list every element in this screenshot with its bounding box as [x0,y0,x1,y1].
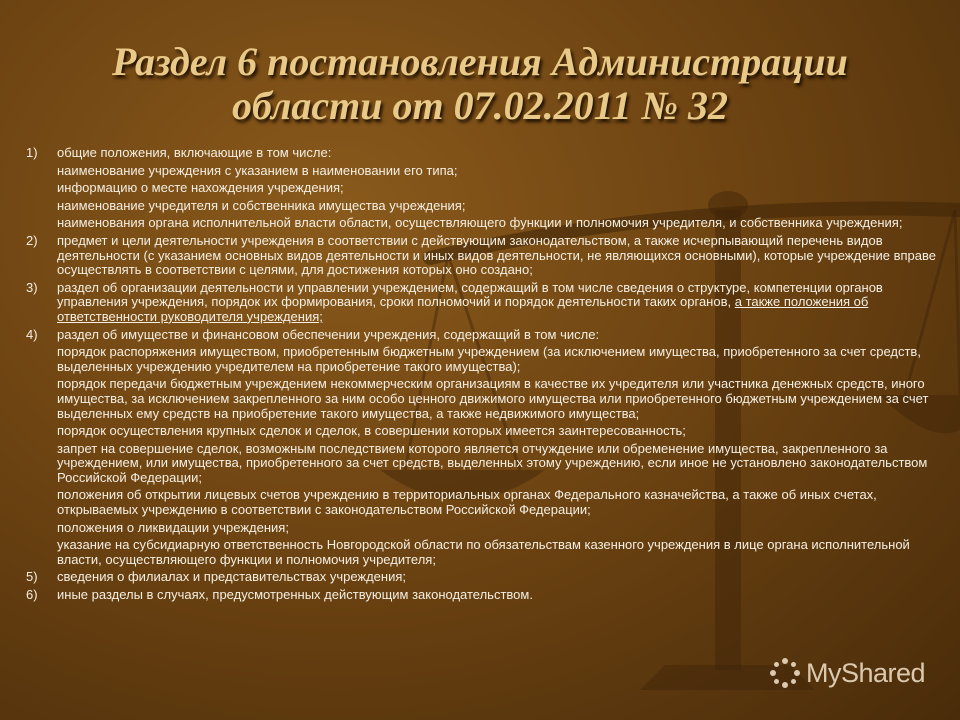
item-text: предмет и цели деятельности учреждения в соответствии с действующим законодательством, а также исчерпывающий перечень видов деятельности (с указанием основных видов деятельности и иных видов деятельности, не являющихся основными), которые учреждение вправе осуществлять в соответствии с целями, для достижения которых оно создано; [57,232,936,278]
item-text: сведения о филиалах и представительствах учреждения; [57,569,407,585]
item-number: 6) [26,587,38,603]
item-text-underlined: а также положения об ответственности руководителя учреждения; [57,294,869,324]
sub-item: положения о ликвидации учреждения; [57,519,289,535]
myshared-watermark[interactable] [768,656,925,690]
title-line-2: области от 07.02.2011 № 32 [231,83,729,128]
list-item-2 [26,234,938,278]
list-item-1 [26,146,938,161]
item-text: иные разделы в случаях, предусмотренных действующим законодательством. [57,587,533,603]
title-line-1: Раздел 6 постановления Администрации [112,39,848,84]
item-number: 1) [26,145,38,160]
content-list [26,146,938,606]
sub-item: порядок осуществления крупных сделок и сделок, в совершении которых имеется заинтересованность; [57,423,686,439]
item-number: 2) [26,232,38,248]
sub-item: наименование учреждения с указанием в наименовании его типа; [57,162,458,178]
sub-item: порядок передачи бюджетным учреждением некоммерческим организациям в качестве их учредителя или участника денежных средств, иного имущества, за исключением закрепленного за ним особо ценного движимого имущества или приобретенного бюджетным учреждением за счет выделенных ему средств на приобретение такого имущества, а также недвижимого имущества; [57,376,929,421]
watermark-text: MyShared [806,657,926,688]
sub-item: наименования органа исполнительной власти области, осуществляющего функции и полномочия учредителя, и собственника учреждения; [57,215,903,231]
sub-item: наименование учредителя и собственника имущества учреждения; [57,197,466,213]
sub-item: положения об открытии лицевых счетов учреждению в территориальных органах Федерального казначейства, а также об иных счетах, открываемых учреждению в соответствии с законодательством Российской Федерации; [57,487,877,518]
myshared-logo-icon [768,656,802,690]
sub-item: указание на субсидиарную ответственность Новгородской области по обязательствам казенного учреждения в лице органа исполнительной власти, осуществляющего функции и полномочия учредителя; [57,537,910,567]
slide-title [0,40,960,128]
list-item-4 [26,328,938,343]
sub-item: порядок распоряжения имуществом, приобретенным бюджетным учреждением (за исключением имущества, приобретенного за счет средств, выделенных учреждению учредителем на приобретение такого имущества); [57,344,921,374]
list-item-6 [26,588,938,603]
item-text: раздел об организации деятельности и управлении учреждением, содержащий в том числе сведения о структуре, компетенции органов управления учреждения, порядок их формирования, сроки полномочий и порядок деятельности таких органов, [57,279,883,310]
item-text: общие положения, включающие в том числе: [57,145,332,160]
item-number: 5) [26,569,38,585]
list-item-3 [26,281,938,325]
list-item-5 [26,570,938,585]
item-number: 4) [26,326,38,342]
item-text: раздел об имуществе и финансовом обеспечении учреждения, содержащий в том числе: [57,326,600,342]
sub-item: запрет на совершение сделок, возможным последствием которого является отчуждение или обременение имущества, закрепленного за учреждением, или имущества, приобретенного за счет средств, выделенных этому учреждению, если иное не установлено законодательством Российской Федерации; [57,440,928,485]
sub-item: информацию о месте нахождения учреждения; [57,180,344,196]
item-number: 3) [26,279,38,295]
